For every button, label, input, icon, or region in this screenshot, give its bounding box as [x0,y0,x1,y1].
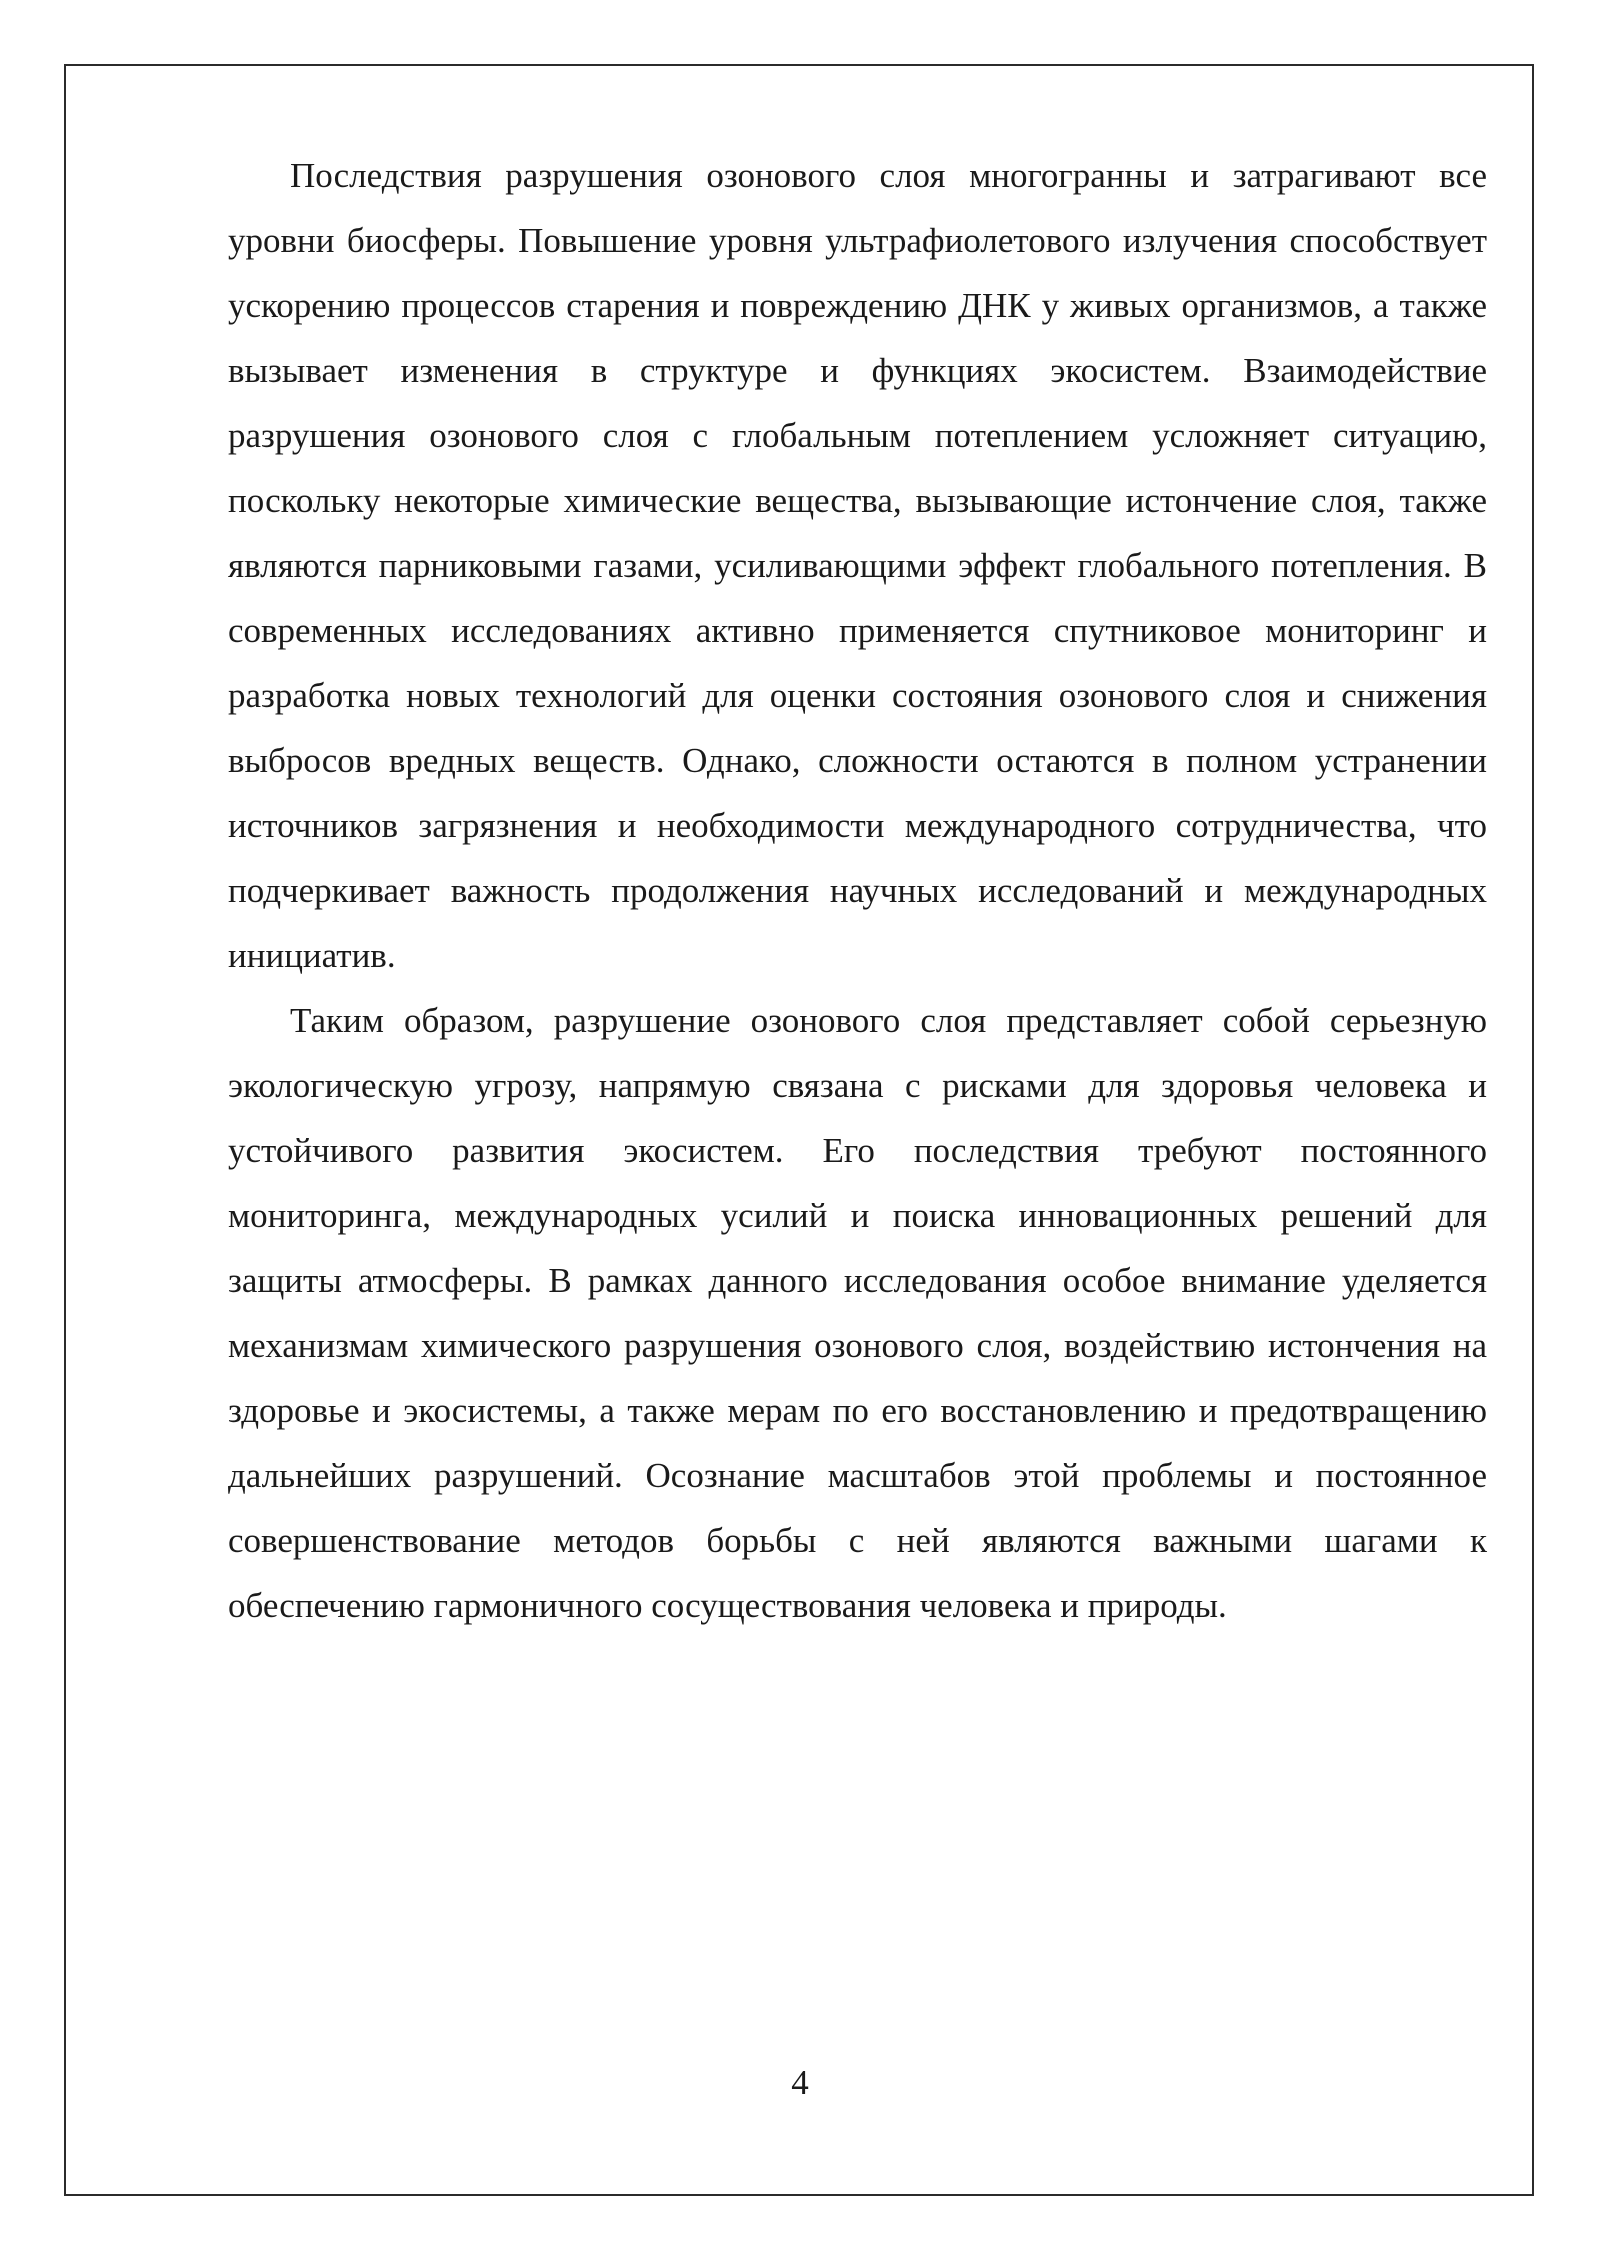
page-number: 4 [791,2063,809,2102]
paragraph-consequences: Последствия разрушения озонового слоя многогранны и затрагивают все уровни биосферы. Повышение уровня ультрафиолетового излучения способствует ускорению процессов старения и повреждению ДНК у живых организмов, а также вызывает изменения в структуре и функциях экосистем. Взаимодействие разрушения озонового слоя с глобальным потеплением усложняет ситуацию, поскольку некоторые химические вещества, вызывающие истончение слоя, также являются парниковыми газами, усиливающими эффект глобального потепления. В современных исследованиях активно применяется спутниковое мониторинг и разработка новых технологий для оценки состояния озонового слоя и снижения выбросов вредных веществ. Однако, сложности остаются в полном устранении источников загрязнения и необходимости международного сотрудничества, что подчеркивает важность продолжения научных исследований и международных инициатив. [228,156,1487,975]
document-body [228,143,1487,1638]
paragraph-conclusion: Таким образом, разрушение озонового слоя представляет собой серьезную экологическую угрозу, напрямую связана с рисками для здоровья человека и устойчивого развития экосистем. Его последствия требуют постоянного мониторинга, международных усилий и поиска инновационных решений для защиты атмосферы. В рамках данного исследования особое внимание уделяется механизмам химического разрушения озонового слоя, воздействию истончения на здоровье и экосистемы, а также мерам по его восстановлению и предотвращению дальнейших разрушений. Осознание масштабов этой проблемы и постоянное совершенствование методов борьбы с ней являются важными шагами к обеспечению гармоничного сосуществования человека и природы. [228,1001,1487,1625]
